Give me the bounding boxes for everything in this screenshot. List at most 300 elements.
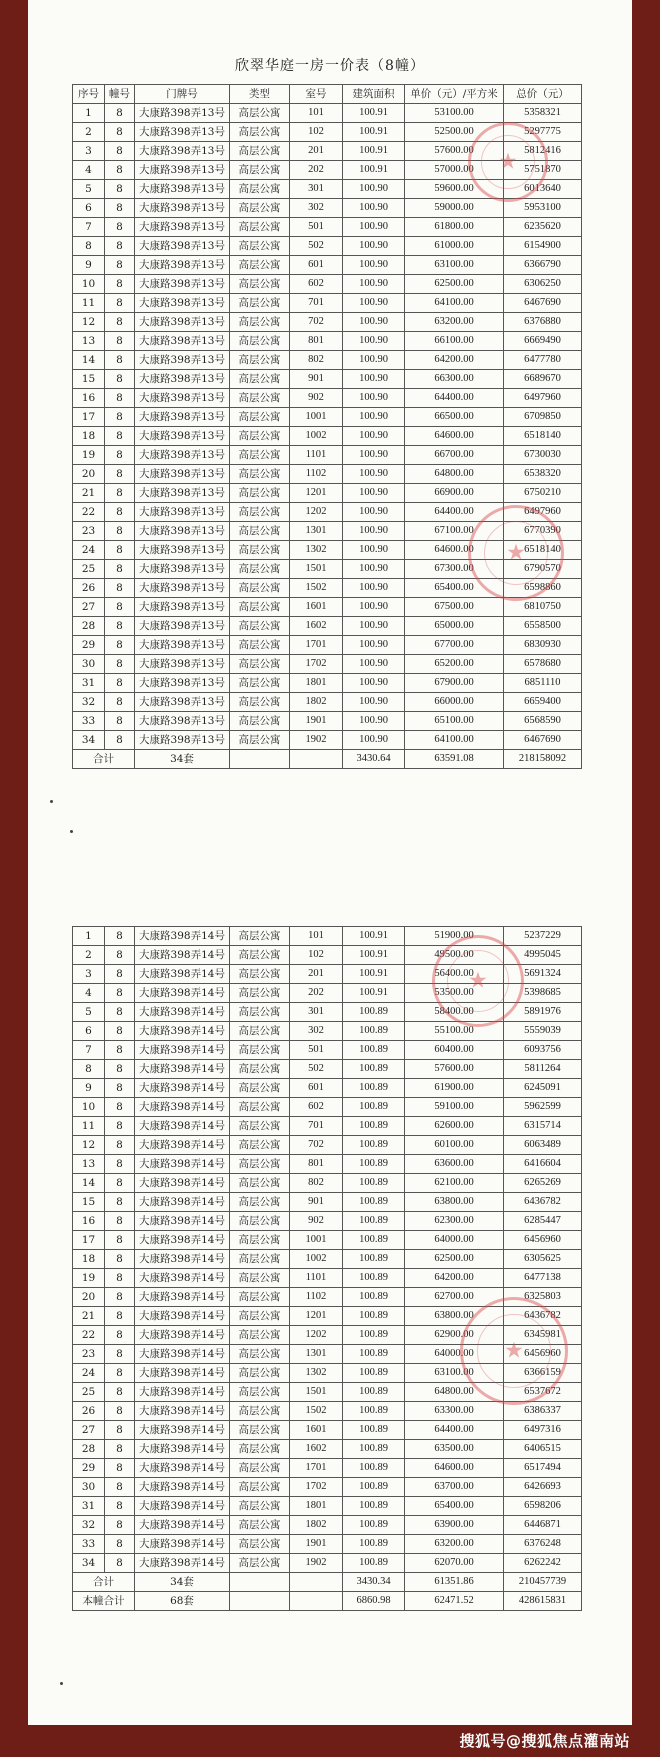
cell-room: 301 xyxy=(290,1003,343,1022)
subtotal-total: 210457739 xyxy=(504,1573,582,1592)
cell-unit-price: 57600.00 xyxy=(405,142,504,161)
cell-total-price: 6376248 xyxy=(504,1535,582,1554)
table-row xyxy=(73,984,582,1003)
cell-address: 大康路398弄14号 xyxy=(135,1269,230,1288)
seal-stamp-icon: ★ xyxy=(468,122,548,202)
scan-speck xyxy=(50,800,53,803)
cell-unit-price: 63800.00 xyxy=(405,1193,504,1212)
cell-type: 高层公寓 xyxy=(230,1022,290,1041)
cell-area: 100.90 xyxy=(343,408,405,427)
cell-area: 100.89 xyxy=(343,1003,405,1022)
table-row xyxy=(73,389,582,408)
cell-unit-price: 57000.00 xyxy=(405,161,504,180)
cell-seq: 28 xyxy=(73,617,105,636)
cell-unit-price: 67500.00 xyxy=(405,598,504,617)
cell-address: 大康路398弄13号 xyxy=(135,503,230,522)
cell-area: 100.89 xyxy=(343,1060,405,1079)
cell-room: 1102 xyxy=(290,1288,343,1307)
cell-address: 大康路398弄13号 xyxy=(135,218,230,237)
cell-type: 高层公寓 xyxy=(230,1155,290,1174)
cell-seq: 16 xyxy=(73,389,105,408)
cell-seq: 10 xyxy=(73,275,105,294)
cell-room: 1501 xyxy=(290,1383,343,1402)
document-page xyxy=(28,0,632,1725)
table-row xyxy=(73,946,582,965)
cell-seq: 23 xyxy=(73,522,105,541)
cell-total-price: 6477138 xyxy=(504,1269,582,1288)
cell-total-price: 6669490 xyxy=(504,332,582,351)
table-row xyxy=(73,693,582,712)
cell-unit-price: 61000.00 xyxy=(405,237,504,256)
cell-type: 高层公寓 xyxy=(230,370,290,389)
cell-building: 8 xyxy=(105,598,135,617)
cell-area: 100.90 xyxy=(343,617,405,636)
cell-address: 大康路398弄14号 xyxy=(135,1212,230,1231)
cell-building: 8 xyxy=(105,1212,135,1231)
cell-type: 高层公寓 xyxy=(230,142,290,161)
cell-type: 高层公寓 xyxy=(230,1459,290,1478)
cell-seq: 16 xyxy=(73,1212,105,1231)
cell-unit-price: 65100.00 xyxy=(405,712,504,731)
table-row xyxy=(73,199,582,218)
cell-room: 102 xyxy=(290,123,343,142)
cell-seq: 29 xyxy=(73,636,105,655)
cell-address: 大康路398弄14号 xyxy=(135,1193,230,1212)
cell-area: 100.89 xyxy=(343,1250,405,1269)
cell-total-price: 6436782 xyxy=(504,1193,582,1212)
seal-stamp-icon: ★ xyxy=(432,935,524,1027)
cell-unit-price: 66900.00 xyxy=(405,484,504,503)
cell-type: 高层公寓 xyxy=(230,1497,290,1516)
cell-seq: 19 xyxy=(73,1269,105,1288)
cell-address: 大康路398弄13号 xyxy=(135,123,230,142)
table-row xyxy=(73,1193,582,1212)
cell-type: 高层公寓 xyxy=(230,237,290,256)
table-row xyxy=(73,927,582,946)
cell-total-price: 6265269 xyxy=(504,1174,582,1193)
cell-type: 高层公寓 xyxy=(230,408,290,427)
cell-area: 100.89 xyxy=(343,1516,405,1535)
cell-type: 高层公寓 xyxy=(230,1003,290,1022)
cell-unit-price: 59600.00 xyxy=(405,180,504,199)
cell-type: 高层公寓 xyxy=(230,1364,290,1383)
cell-room: 202 xyxy=(290,984,343,1003)
cell-area: 100.89 xyxy=(343,1231,405,1250)
cell-unit-price: 62600.00 xyxy=(405,1117,504,1136)
cell-unit-price: 64400.00 xyxy=(405,389,504,408)
table-row xyxy=(73,636,582,655)
cell-seq: 26 xyxy=(73,579,105,598)
cell-room: 702 xyxy=(290,1136,343,1155)
cell-area: 100.89 xyxy=(343,1326,405,1345)
cell-total-price: 6689670 xyxy=(504,370,582,389)
cell-room: 102 xyxy=(290,946,343,965)
cell-address: 大康路398弄13号 xyxy=(135,142,230,161)
table-row xyxy=(73,1136,582,1155)
cell-area: 100.89 xyxy=(343,1440,405,1459)
table-header-row xyxy=(73,85,582,104)
cell-seq: 22 xyxy=(73,503,105,522)
cell-address: 大康路398弄14号 xyxy=(135,1326,230,1345)
cell-total-price: 4995045 xyxy=(504,946,582,965)
table-row xyxy=(73,180,582,199)
header-address: 门牌号 xyxy=(135,85,230,104)
cell-address: 大康路398弄14号 xyxy=(135,1478,230,1497)
cell-unit-price: 63800.00 xyxy=(405,1307,504,1326)
subtotal-area: 3430.34 xyxy=(343,1573,405,1592)
cell-total-price: 6709850 xyxy=(504,408,582,427)
cell-seq: 24 xyxy=(73,541,105,560)
subtotal-row xyxy=(73,1573,582,1592)
cell-seq: 14 xyxy=(73,1174,105,1193)
table-row xyxy=(73,275,582,294)
cell-room: 1801 xyxy=(290,674,343,693)
table-row xyxy=(73,427,582,446)
cell-type: 高层公寓 xyxy=(230,1345,290,1364)
cell-building: 8 xyxy=(105,1136,135,1155)
cell-area: 100.90 xyxy=(343,522,405,541)
cell-room: 1501 xyxy=(290,560,343,579)
table-row xyxy=(73,294,582,313)
cell-area: 100.89 xyxy=(343,1307,405,1326)
cell-unit-price: 63200.00 xyxy=(405,1535,504,1554)
cell-building: 8 xyxy=(105,313,135,332)
cell-room: 101 xyxy=(290,104,343,123)
cell-area: 100.90 xyxy=(343,294,405,313)
cell-total-price: 6538320 xyxy=(504,465,582,484)
cell-building: 8 xyxy=(105,1440,135,1459)
table-row xyxy=(73,1098,582,1117)
cell-address: 大康路398弄13号 xyxy=(135,712,230,731)
cell-unit-price: 67900.00 xyxy=(405,674,504,693)
cell-total-price: 6325803 xyxy=(504,1288,582,1307)
cell-address: 大康路398弄13号 xyxy=(135,617,230,636)
cell-address: 大康路398弄14号 xyxy=(135,1535,230,1554)
cell-address: 大康路398弄13号 xyxy=(135,180,230,199)
cell-seq: 4 xyxy=(73,161,105,180)
cell-total-price: 6345981 xyxy=(504,1326,582,1345)
cell-total-price: 6790570 xyxy=(504,560,582,579)
cell-unit-price: 63200.00 xyxy=(405,313,504,332)
cell-type: 高层公寓 xyxy=(230,180,290,199)
cell-room: 1702 xyxy=(290,655,343,674)
cell-seq: 33 xyxy=(73,712,105,731)
grand-total-area: 6860.98 xyxy=(343,1592,405,1611)
cell-total-price: 6366159 xyxy=(504,1364,582,1383)
cell-total-price: 6477780 xyxy=(504,351,582,370)
cell-address: 大康路398弄13号 xyxy=(135,161,230,180)
cell-unit-price: 64800.00 xyxy=(405,465,504,484)
cell-unit-price: 66000.00 xyxy=(405,693,504,712)
header-room: 室号 xyxy=(290,85,343,104)
table-row xyxy=(73,541,582,560)
cell-type: 高层公寓 xyxy=(230,617,290,636)
cell-total-price: 5297775 xyxy=(504,123,582,142)
table-row xyxy=(73,370,582,389)
cell-total-price: 6568590 xyxy=(504,712,582,731)
header-area: 建筑面积 xyxy=(343,85,405,104)
cell-room: 1601 xyxy=(290,1421,343,1440)
cell-area: 100.91 xyxy=(343,927,405,946)
cell-total-price: 6262242 xyxy=(504,1554,582,1573)
cell-type: 高层公寓 xyxy=(230,655,290,674)
cell-address: 大康路398弄14号 xyxy=(135,1554,230,1573)
cell-area: 100.90 xyxy=(343,256,405,275)
table-row xyxy=(73,522,582,541)
cell-area: 100.90 xyxy=(343,598,405,617)
cell-building: 8 xyxy=(105,1345,135,1364)
cell-building: 8 xyxy=(105,180,135,199)
table-row xyxy=(73,579,582,598)
table-row xyxy=(73,237,582,256)
table-row xyxy=(73,731,582,750)
cell-unit-price: 65400.00 xyxy=(405,1497,504,1516)
cell-unit-price: 63100.00 xyxy=(405,1364,504,1383)
cell-seq: 15 xyxy=(73,1193,105,1212)
cell-total-price: 6235620 xyxy=(504,218,582,237)
cell-seq: 30 xyxy=(73,1478,105,1497)
cell-total-price: 6416604 xyxy=(504,1155,582,1174)
cell-room: 802 xyxy=(290,1174,343,1193)
table-row xyxy=(73,256,582,275)
cell-building: 8 xyxy=(105,636,135,655)
cell-type: 高层公寓 xyxy=(230,1288,290,1307)
cell-type: 高层公寓 xyxy=(230,256,290,275)
table-row xyxy=(73,104,582,123)
cell-total-price: 6013640 xyxy=(504,180,582,199)
table-row xyxy=(73,1212,582,1231)
cell-area: 100.90 xyxy=(343,199,405,218)
cell-address: 大康路398弄14号 xyxy=(135,1231,230,1250)
cell-type: 高层公寓 xyxy=(230,1478,290,1497)
cell-type: 高层公寓 xyxy=(230,427,290,446)
cell-total-price: 6376880 xyxy=(504,313,582,332)
cell-seq: 15 xyxy=(73,370,105,389)
cell-building: 8 xyxy=(105,294,135,313)
cell-building: 8 xyxy=(105,104,135,123)
cell-area: 100.90 xyxy=(343,655,405,674)
cell-total-price: 6315714 xyxy=(504,1117,582,1136)
cell-building: 8 xyxy=(105,1098,135,1117)
cell-total-price: 5398685 xyxy=(504,984,582,1003)
table-row xyxy=(73,1345,582,1364)
cell-total-price: 5891976 xyxy=(504,1003,582,1022)
cell-unit-price: 64400.00 xyxy=(405,1421,504,1440)
cell-area: 100.91 xyxy=(343,161,405,180)
cell-room: 1802 xyxy=(290,1516,343,1535)
subtotal-label: 合计 xyxy=(73,750,135,769)
cell-building: 8 xyxy=(105,256,135,275)
table-row xyxy=(73,313,582,332)
cell-total-price: 6467690 xyxy=(504,294,582,313)
cell-room: 201 xyxy=(290,142,343,161)
table-row xyxy=(73,1326,582,1345)
cell-building: 8 xyxy=(105,1535,135,1554)
cell-room: 1502 xyxy=(290,1402,343,1421)
cell-unit-price: 62070.00 xyxy=(405,1554,504,1573)
cell-seq: 20 xyxy=(73,465,105,484)
cell-unit-price: 64100.00 xyxy=(405,294,504,313)
cell-unit-price: 61900.00 xyxy=(405,1079,504,1098)
cell-seq: 1 xyxy=(73,104,105,123)
cell-room: 1202 xyxy=(290,1326,343,1345)
cell-address: 大康路398弄13号 xyxy=(135,294,230,313)
cell-type: 高层公寓 xyxy=(230,1231,290,1250)
cell-area: 100.91 xyxy=(343,104,405,123)
cell-address: 大康路398弄13号 xyxy=(135,275,230,294)
table-row xyxy=(73,503,582,522)
cell-building: 8 xyxy=(105,1364,135,1383)
cell-seq: 18 xyxy=(73,427,105,446)
cell-room: 801 xyxy=(290,1155,343,1174)
table-row xyxy=(73,1383,582,1402)
cell-unit-price: 67700.00 xyxy=(405,636,504,655)
cell-seq: 5 xyxy=(73,1003,105,1022)
cell-room: 1201 xyxy=(290,484,343,503)
cell-address: 大康路398弄14号 xyxy=(135,1421,230,1440)
cell-building: 8 xyxy=(105,351,135,370)
cell-type: 高层公寓 xyxy=(230,1193,290,1212)
cell-total-price: 6497316 xyxy=(504,1421,582,1440)
cell-area: 100.90 xyxy=(343,465,405,484)
table-row xyxy=(73,1288,582,1307)
cell-seq: 2 xyxy=(73,123,105,142)
cell-room: 901 xyxy=(290,1193,343,1212)
cell-seq: 18 xyxy=(73,1250,105,1269)
cell-unit-price: 60100.00 xyxy=(405,1136,504,1155)
cell-seq: 20 xyxy=(73,1288,105,1307)
cell-address: 大康路398弄14号 xyxy=(135,1440,230,1459)
cell-building: 8 xyxy=(105,1060,135,1079)
cell-total-price: 5811264 xyxy=(504,1060,582,1079)
cell-type: 高层公寓 xyxy=(230,946,290,965)
cell-total-price: 5812416 xyxy=(504,142,582,161)
cell-type: 高层公寓 xyxy=(230,1098,290,1117)
cell-building: 8 xyxy=(105,1497,135,1516)
cell-area: 100.89 xyxy=(343,1364,405,1383)
cell-total-price: 6456960 xyxy=(504,1345,582,1364)
cell-total-price: 6659400 xyxy=(504,693,582,712)
cell-unit-price: 51900.00 xyxy=(405,927,504,946)
cell-address: 大康路398弄13号 xyxy=(135,351,230,370)
cell-total-price: 6851110 xyxy=(504,674,582,693)
cell-seq: 25 xyxy=(73,560,105,579)
cell-building: 8 xyxy=(105,1231,135,1250)
cell-area: 100.90 xyxy=(343,693,405,712)
cell-area: 100.89 xyxy=(343,1554,405,1573)
cell-room: 1302 xyxy=(290,541,343,560)
cell-room: 602 xyxy=(290,1098,343,1117)
cell-building: 8 xyxy=(105,332,135,351)
cell-total-price: 5953100 xyxy=(504,199,582,218)
cell-unit-price: 57600.00 xyxy=(405,1060,504,1079)
cell-building: 8 xyxy=(105,984,135,1003)
cell-building: 8 xyxy=(105,408,135,427)
cell-type: 高层公寓 xyxy=(230,465,290,484)
cell-seq: 13 xyxy=(73,332,105,351)
cell-unit-price: 64600.00 xyxy=(405,1459,504,1478)
cell-building: 8 xyxy=(105,1554,135,1573)
cell-total-price: 6598206 xyxy=(504,1497,582,1516)
cell-address: 大康路398弄14号 xyxy=(135,1003,230,1022)
cell-area: 100.89 xyxy=(343,1212,405,1231)
cell-unit-price: 64600.00 xyxy=(405,541,504,560)
cell-type: 高层公寓 xyxy=(230,1136,290,1155)
cell-unit-price: 64800.00 xyxy=(405,1383,504,1402)
table-row xyxy=(73,142,582,161)
cell-area: 100.89 xyxy=(343,1288,405,1307)
cell-unit-price: 64400.00 xyxy=(405,503,504,522)
cell-building: 8 xyxy=(105,674,135,693)
cell-total-price: 6770390 xyxy=(504,522,582,541)
cell-area: 100.90 xyxy=(343,636,405,655)
cell-room: 301 xyxy=(290,180,343,199)
cell-seq: 5 xyxy=(73,180,105,199)
cell-address: 大康路398弄14号 xyxy=(135,1288,230,1307)
cell-unit-price: 63500.00 xyxy=(405,1440,504,1459)
cell-total-price: 6558500 xyxy=(504,617,582,636)
cell-unit-price: 59100.00 xyxy=(405,1098,504,1117)
cell-unit-price: 62500.00 xyxy=(405,275,504,294)
cell-area: 100.89 xyxy=(343,1421,405,1440)
cell-room: 501 xyxy=(290,218,343,237)
header-building: 幢号 xyxy=(105,85,135,104)
cell-building: 8 xyxy=(105,142,135,161)
cell-building: 8 xyxy=(105,161,135,180)
cell-area: 100.89 xyxy=(343,1269,405,1288)
cell-total-price: 5237229 xyxy=(504,927,582,946)
cell-building: 8 xyxy=(105,446,135,465)
cell-unit-price: 62900.00 xyxy=(405,1326,504,1345)
cell-area: 100.91 xyxy=(343,965,405,984)
cell-unit-price: 64000.00 xyxy=(405,1345,504,1364)
cell-seq: 10 xyxy=(73,1098,105,1117)
cell-seq: 27 xyxy=(73,598,105,617)
cell-type: 高层公寓 xyxy=(230,712,290,731)
cell-area: 100.90 xyxy=(343,541,405,560)
cell-address: 大康路398弄14号 xyxy=(135,1060,230,1079)
table-row xyxy=(73,1459,582,1478)
cell-room: 1202 xyxy=(290,503,343,522)
table-row xyxy=(73,484,582,503)
cell-address: 大康路398弄14号 xyxy=(135,1497,230,1516)
cell-room: 901 xyxy=(290,370,343,389)
cell-area: 100.90 xyxy=(343,332,405,351)
subtotal-count: 34套 xyxy=(135,1573,230,1592)
grand-total-row xyxy=(73,1592,582,1611)
cell-room: 1302 xyxy=(290,1364,343,1383)
price-table-building-13 xyxy=(72,84,582,769)
cell-address: 大康路398弄13号 xyxy=(135,522,230,541)
cell-seq: 25 xyxy=(73,1383,105,1402)
cell-address: 大康路398弄14号 xyxy=(135,1402,230,1421)
cell-seq: 22 xyxy=(73,1326,105,1345)
cell-building: 8 xyxy=(105,275,135,294)
price-table-building-14 xyxy=(72,926,582,1611)
cell-building: 8 xyxy=(105,123,135,142)
cell-seq: 29 xyxy=(73,1459,105,1478)
cell-area: 100.89 xyxy=(343,1497,405,1516)
cell-type: 高层公寓 xyxy=(230,984,290,1003)
cell-unit-price: 64100.00 xyxy=(405,731,504,750)
cell-unit-price: 64000.00 xyxy=(405,1231,504,1250)
seal-stamp-icon: ★ xyxy=(468,505,564,601)
cell-room: 1902 xyxy=(290,1554,343,1573)
header-unit-price: 单价（元）/平方米 xyxy=(405,85,504,104)
cell-total-price: 6446871 xyxy=(504,1516,582,1535)
cell-building: 8 xyxy=(105,1402,135,1421)
cell-address: 大康路398弄14号 xyxy=(135,1155,230,1174)
